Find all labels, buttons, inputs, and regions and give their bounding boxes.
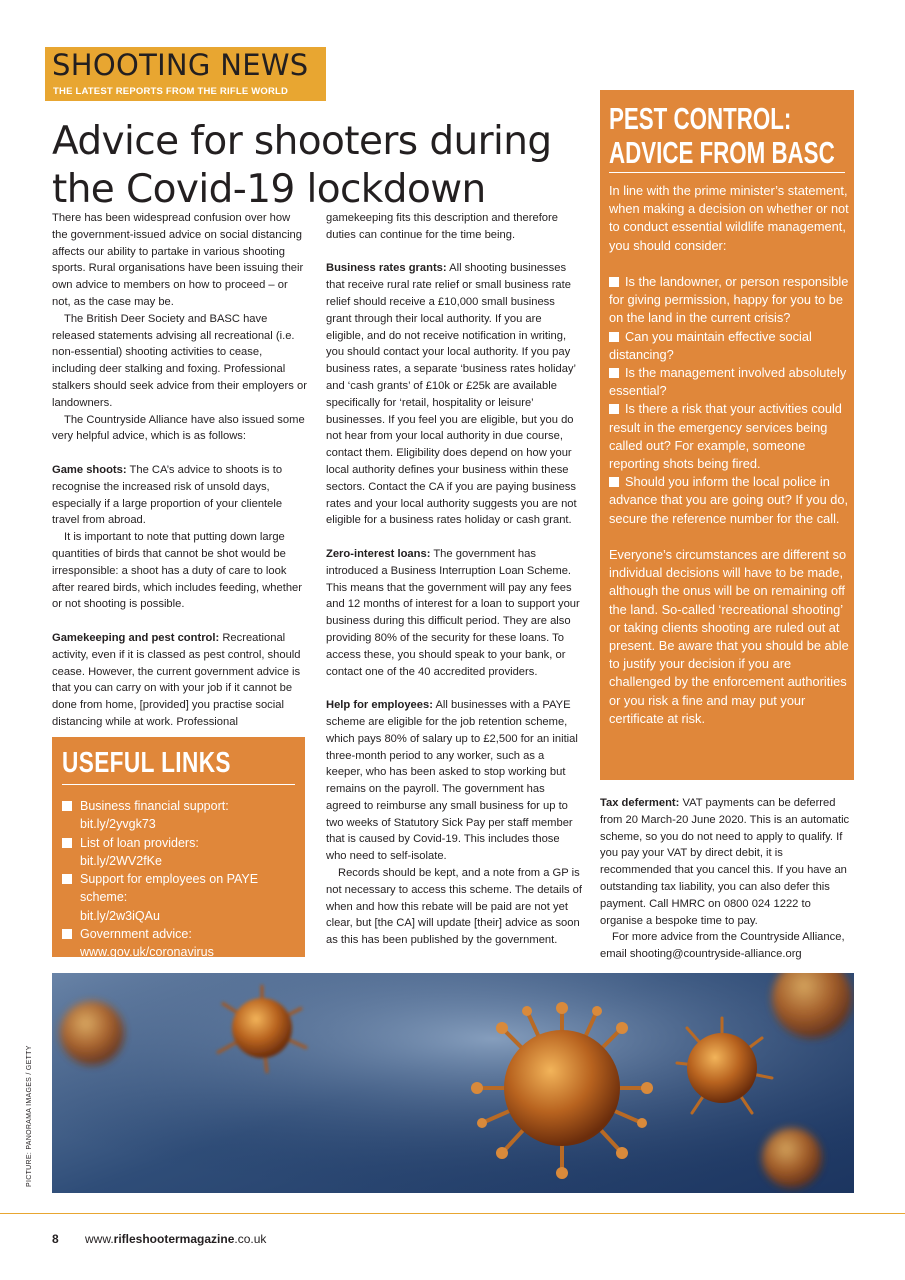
footer-divider: [0, 1213, 905, 1214]
link-url[interactable]: bit.ly/2yvgk73: [80, 817, 156, 832]
bullet-square-icon: [62, 838, 72, 848]
section-subtitle: THE LATEST REPORTS FROM THE RIFLE WORLD: [53, 86, 289, 97]
bullet-square-icon: [62, 929, 72, 939]
paragraph: Zero-interest loans: The government has introduced a Business Interruption Loan Scheme. This means that the government will pay any fees and 12 months of interest for a loan to support your business during this difficult period. They are also providing 80% of the security for these loans. To access these, you should speak to your bank, or contact one of the 40 accredited providers.: [326, 547, 580, 678]
paragraph: Game shoots: The CA’s advice to shoots is to recognise the increased risk of unsold days, especially if a large proportion of your clientele travel from abroad.: [52, 463, 283, 527]
link-item: Business financial support: bit.ly/2yvgk73: [62, 797, 302, 834]
pest-control-body: [609, 182, 849, 728]
pest-question: Is the management involved absolutely essential?: [609, 365, 847, 399]
virus-illustration: [52, 973, 854, 1193]
coronavirus-photo: [52, 973, 854, 1193]
section-title: SHOOTING NEWS: [52, 48, 309, 82]
link-url[interactable]: bit.ly/2w3iQAu: [80, 908, 160, 923]
subhead-business-rates: Business rates grants:: [326, 262, 447, 275]
subhead-zero-interest: Zero-interest loans:: [326, 547, 431, 560]
pest-question: Is there a risk that your activities could result in the emergency services being called out? For example, someone reporting shots being fired.: [609, 401, 842, 472]
link-url[interactable]: www.gov.uk/coronavirus: [80, 945, 214, 960]
paragraph: There has been widespread confusion over how the government-issued advice on social distancing affects our ability to partake in various shooting sports. Rural organisations have been issuing their own advice to members on how to proceed – or not, as the case may be.: [52, 212, 304, 308]
bullet-square-icon: [62, 801, 72, 811]
paragraph: The Countryside Alliance have also issued some very helpful advice, which is as follows:: [52, 413, 305, 443]
link-item: Government advice: www.gov.uk/coronavirus: [62, 925, 302, 962]
paragraph: The British Deer Society and BASC have released statements advising all recreational (i.e. non-essential) shooting activities to cease, including deer stalking and foxing. Professional stalkers should seek advice from their employers or landowners.: [52, 312, 307, 409]
article-headline: Advice for shooters during the Covid-19 lockdown: [52, 119, 552, 212]
pest-question: Should you inform the local police in advance that you are going out? If you do, secure the reference number for the call.: [609, 474, 849, 526]
article-column-3: [600, 795, 856, 963]
pest-control-box: [600, 90, 854, 780]
subhead-help-employees: Help for employees:: [326, 699, 433, 712]
divider: [62, 784, 295, 785]
paragraph: For more advice from the Countryside Alliance, email shooting@countryside-alliance.org: [600, 931, 845, 961]
bullet-square-icon: [62, 874, 72, 884]
paragraph: gamekeeping fits this description and therefore duties can continue for the time being.: [326, 212, 558, 241]
bullet-square-icon: [609, 277, 619, 287]
footer-website[interactable]: www.rifleshootermagazine.co.uk: [85, 1232, 267, 1246]
paragraph: It is important to note that putting down large quantities of birds that cannot be shot would be irresponsible: a shoot has a duty of care to look after reared birds, which includes feeding, whether or not shooting is possible.: [52, 531, 302, 611]
divider: [609, 172, 845, 173]
link-item: Support for employees on PAYE scheme: bit.ly/2w3iQAu: [62, 870, 302, 925]
pest-question: Can you maintain effective social distancing?: [609, 328, 812, 362]
photo-credit: PICTURE: PANORAMA IMAGES / GETTY: [26, 1045, 33, 1187]
paragraph: Tax deferment: VAT payments can be deferred from 20 March-20 June 2020. This is an automatic scheme, so you do not need to apply to qualify. If you pay your VAT by direct debit, it is recommended that you cancel this. If you have an outstanding tax liability, you can also defer this payment. Call HMRC on 0800 024 1222 to organise a bespoke time to pay.: [600, 797, 850, 927]
paragraph: Business rates grants: All shooting businesses that receive rural rate relief or small business rate relief should receive a £10,000 small business grant through their local authority. If you are eligible, and do not receive notification in writing, you should contact your local authority. If you pay business rates, a separate ‘business rates holiday’ and ‘cash grants’ of £10k or £25k are available specifically for ‘retail, hospitality or leisure’ businesses. If you feel you are eligible, but you do not hear from your local authority in due course, contact them. Eligibility does depend on how your local authority defines your business within these sectors. Contact the CA if you are paying business rates and your local authority suggests you are not eligible for a business rates holiday or cash grant.: [326, 262, 577, 527]
article-column-2: [326, 210, 582, 949]
paragraph: Help for employees: All businesses with a PAYE scheme are eligible for the job retention scheme, which pays 80% of salary up to £2,500 for an initial three-month period to any worker, such as a keeper, who has been asked to stop working but remains on the payroll. The government has agreed to reimburse any small business for up to two weeks of Statutory Sick Pay per staff member that is caused by Covid-19. This includes those who need to self-isolate.: [326, 699, 578, 863]
link-item: List of loan providers: bit.ly/2WV2fKe: [62, 834, 302, 871]
pest-closing: Everyone’s circumstances are different so individual decisions will have to be made, although the onus will be on remaining off the land. So-called ‘recreational shooting’ or taking clients shooting are ruled out at present. Be aware that you should be able to justify your decision if you are challenged by the enforcement authorities or you risk a fine and may put your certificate at risk.: [609, 547, 849, 726]
useful-links-list: [62, 797, 302, 962]
page-number: 8: [52, 1232, 59, 1246]
bullet-square-icon: [609, 332, 619, 342]
pest-question: Is the landowner, or person responsible for giving permission, happy for you to be on the land in the current crisis?: [609, 274, 849, 326]
bullet-square-icon: [609, 477, 619, 487]
pest-intro: In line with the prime minister’s statement, when making a decision on whether or not to conduct essential wildlife management, you should consider:: [609, 183, 849, 253]
paragraph: Gamekeeping and pest control: Recreational activity, even if it is classed as pest control, should cease. However, the current government advice is that you can carry on with your job if it cannot be done from home, [provided] you practise social distancing while at work. Professional: [52, 631, 301, 728]
bullet-square-icon: [609, 404, 619, 414]
link-url[interactable]: bit.ly/2WV2fKe: [80, 853, 162, 868]
pest-control-title: PEST CONTROL: ADVICE FROM BASC: [609, 101, 835, 170]
subhead-tax-deferment: Tax deferment:: [600, 797, 680, 809]
subhead-gamekeeping: Gamekeeping and pest control:: [52, 631, 220, 644]
useful-links-title: USEFUL LINKS: [62, 747, 231, 779]
useful-links-box: [52, 737, 305, 960]
paragraph: Records should be kept, and a note from a GP is not necessary to access this scheme. The details of when and how this rebate will be paid are not yet clear, but [the CA] will update [their] advice as soon as this has been published by the government.: [326, 867, 582, 947]
subhead-game-shoots: Game shoots:: [52, 463, 127, 476]
bullet-square-icon: [609, 368, 619, 378]
article-column-1: [52, 210, 308, 731]
